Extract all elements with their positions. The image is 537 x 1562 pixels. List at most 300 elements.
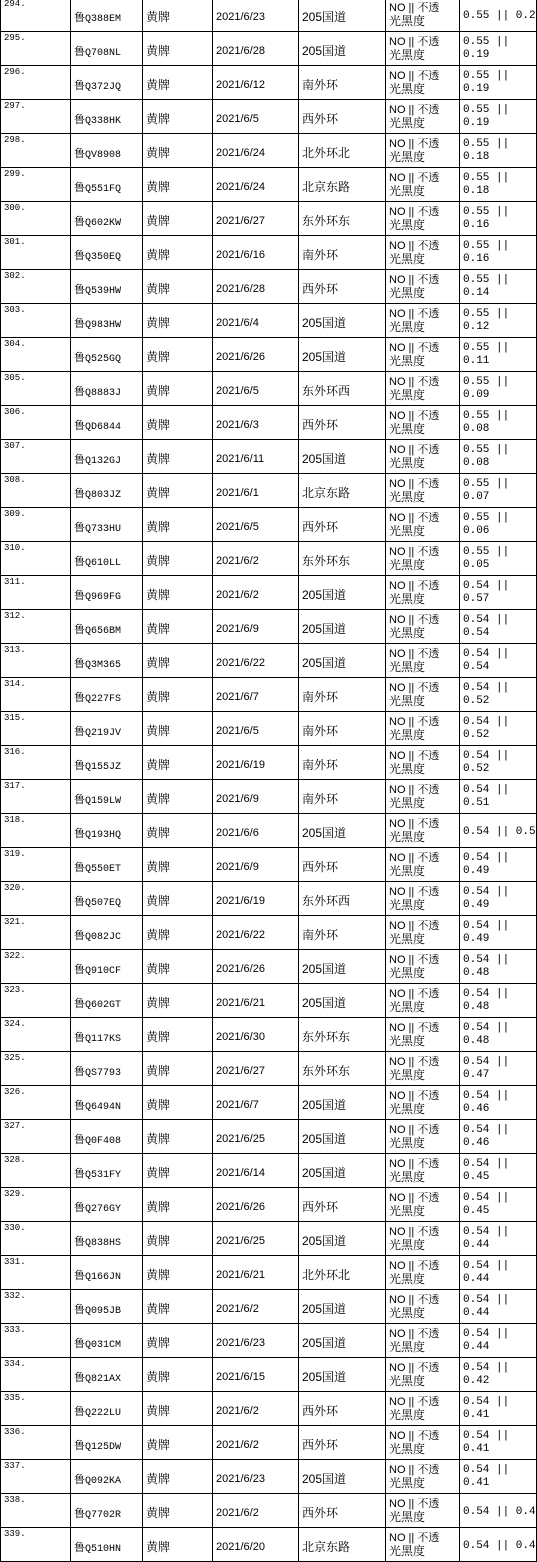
row-number: 301. [1,236,71,270]
plate-color: 黄牌 [143,814,213,848]
road-location: 南外环 [299,236,386,270]
plate-number [71,678,143,712]
plate-code: Q525GQ [85,353,122,365]
plate-province: 鲁 [74,283,85,296]
road-location: 西外环 [299,100,386,134]
result-line-2: 光黑度 [389,966,426,980]
row-number: 338. [1,1494,71,1528]
result-line-1: NO || 不透 [389,682,440,694]
measured-value: 0.54 || 0.49 [460,916,537,950]
road-location: 东外环东 [299,1052,386,1086]
plate-province: 鲁 [74,351,85,364]
plate-number [71,1052,143,1086]
result-line-2: 光黑度 [389,320,426,334]
result-line-1: NO || 不透 [389,512,440,524]
plate-province: 鲁 [74,1201,85,1214]
table-row [1,134,537,168]
test-result [386,882,460,916]
measured-value: 0.54 || 0.41 [460,1392,537,1426]
test-result [386,134,460,168]
result-line-1: NO || 不透 [389,138,440,150]
result-line-2: 光黑度 [389,286,426,300]
plate-code: Q132GJ [85,455,122,467]
row-number: 336. [1,1426,71,1460]
plate-number [71,610,143,644]
row-number: 300. [1,202,71,236]
plate-code: Q219JV [85,727,122,739]
measured-value: 0.54 || 0.42 [460,1358,537,1392]
plate-number [71,168,143,202]
detection-date: 2021/6/9 [213,848,299,882]
road-location: 205国道 [299,1154,386,1188]
row-number: 298. [1,134,71,168]
table-row [1,542,537,576]
test-result [386,1460,460,1494]
plate-province: 鲁 [74,1031,85,1044]
result-line-2: 光黑度 [389,1374,426,1388]
measured-value: 0.55 || 0.06 [460,508,537,542]
result-line-1: NO || 不透 [389,1464,440,1476]
road-location: 西外环 [299,1188,386,1222]
result-line-2: 光黑度 [389,762,426,776]
result-line-1: NO || 不透 [389,1328,440,1340]
row-number: 310. [1,542,71,576]
result-line-2: 光黑度 [389,252,426,266]
result-line-2: 光黑度 [389,694,426,708]
result-line-1: NO || 不透 [389,1056,440,1068]
plate-province: 鲁 [74,521,85,534]
result-line-2: 光黑度 [389,14,426,28]
road-location: 北外环北 [299,1256,386,1290]
plate-color: 黄牌 [143,1528,213,1562]
row-number: 304. [1,338,71,372]
plate-province: 鲁 [74,1371,85,1384]
result-line-1: NO || 不透 [389,1090,440,1102]
test-result [386,304,460,338]
row-number: 322. [1,950,71,984]
road-location: 205国道 [299,644,386,678]
plate-number [71,1494,143,1528]
table-row [1,1426,537,1460]
road-location: 西外环 [299,1494,386,1528]
test-result [386,372,460,406]
detection-date: 2021/6/15 [213,1358,299,1392]
test-result [386,338,460,372]
result-line-1: NO || 不透 [389,1158,440,1170]
plate-number [71,1358,143,1392]
detection-date: 2021/6/2 [213,1392,299,1426]
table-row [1,1086,537,1120]
table-row [1,950,537,984]
test-result [386,66,460,100]
plate-code: Q550ET [85,863,122,875]
test-result [386,236,460,270]
plate-number [71,848,143,882]
plate-number [71,916,143,950]
result-line-1: NO || 不透 [389,546,440,558]
result-line-2: 光黑度 [389,388,426,402]
plate-color: 黄牌 [143,66,213,100]
table-row [1,338,537,372]
plate-code: Q539HW [85,285,122,297]
measured-value: 0.55 || 0.19 [460,32,537,66]
plate-province: 鲁 [74,1337,85,1350]
row-number: 303. [1,304,71,338]
measured-value: 0.54 || 0.44 [460,1324,537,1358]
road-location: 205国道 [299,984,386,1018]
table-row [1,576,537,610]
plate-province: 鲁 [74,895,85,908]
measured-value: 0.55 || 0.08 [460,440,537,474]
road-location: 205国道 [299,338,386,372]
plate-province: 鲁 [74,1235,85,1248]
measured-value: 0.55 || 0.16 [460,202,537,236]
plate-number [71,1154,143,1188]
table-row [1,1460,537,1494]
plate-number [71,1086,143,1120]
test-result [386,950,460,984]
measured-value: 0.54 || 0.45 [460,1188,537,1222]
plate-code: Q092KA [85,1475,122,1487]
row-number: 305. [1,372,71,406]
plate-color: 黄牌 [143,1188,213,1222]
detection-date: 2021/6/23 [213,0,299,32]
table-row [1,0,537,32]
plate-code: Q0F408 [85,1135,122,1147]
road-location: 西外环 [299,848,386,882]
plate-color: 黄牌 [143,474,213,508]
plate-code: Q969FG [85,591,122,603]
detection-date: 2021/6/2 [213,1494,299,1528]
table-row [1,1494,537,1528]
result-line-2: 光黑度 [389,1068,426,1082]
table-row [1,610,537,644]
plate-province: 鲁 [74,113,85,126]
measured-value: 0.55 || 0.14 [460,270,537,304]
table-row [1,712,537,746]
result-line-1: NO || 不透 [389,1396,440,1408]
plate-color: 黄牌 [143,1426,213,1460]
plate-code: QV8908 [85,149,122,161]
road-location: 南外环 [299,678,386,712]
row-number: 329. [1,1188,71,1222]
plate-color: 黄牌 [143,338,213,372]
plate-province: 鲁 [74,147,85,160]
row-number: 319. [1,848,71,882]
measured-value: 0.54 || 0.45 [460,1154,537,1188]
detection-date: 2021/6/24 [213,134,299,168]
test-result [386,746,460,780]
result-line-1: NO || 不透 [389,1362,440,1374]
result-line-1: NO || 不透 [389,410,440,422]
plate-color: 黄牌 [143,1324,213,1358]
test-result [386,1018,460,1052]
plate-province: 鲁 [74,453,85,466]
plate-code: Q507EQ [85,897,122,909]
detection-date: 2021/6/5 [213,508,299,542]
result-line-1: NO || 不透 [389,1430,440,1442]
plate-code: Q551FQ [85,183,122,195]
row-number: 328. [1,1154,71,1188]
test-result [386,32,460,66]
test-result [386,712,460,746]
plate-province: 鲁 [74,79,85,92]
measured-value: 0.54 || 0.48 [460,984,537,1018]
detection-date: 2021/6/2 [213,1290,299,1324]
detection-date: 2021/6/19 [213,882,299,916]
detection-date: 2021/6/11 [213,440,299,474]
plate-color: 黄牌 [143,1120,213,1154]
detection-date: 2021/6/3 [213,406,299,440]
plate-number [71,746,143,780]
measured-value: 0.54 || 0.46 [460,1120,537,1154]
test-result [386,0,460,32]
result-line-2: 光黑度 [389,932,426,946]
result-line-2: 光黑度 [389,898,426,912]
plate-color: 黄牌 [143,406,213,440]
row-number: 323. [1,984,71,1018]
result-line-1: NO || 不透 [389,2,440,14]
table-row [1,1188,537,1222]
test-result [386,406,460,440]
plate-color: 黄牌 [143,712,213,746]
plate-code: Q510HN [85,1543,122,1555]
plate-color: 黄牌 [143,1290,213,1324]
measured-value: 0.54 || 0.41 [460,1426,537,1460]
road-location: 205国道 [299,304,386,338]
road-location: 东外环东 [299,1018,386,1052]
row-number: 337. [1,1460,71,1494]
detection-date: 2021/6/12 [213,66,299,100]
measured-value: 0.54 || 0.48 [460,1018,537,1052]
road-location: 205国道 [299,1290,386,1324]
result-line-2: 光黑度 [389,1204,426,1218]
road-location: 西外环 [299,270,386,304]
result-line-2: 光黑度 [389,490,426,504]
measured-value: 0.54 || 0.52 [460,746,537,780]
test-result [386,678,460,712]
plate-number [71,0,143,32]
detection-date: 2021/6/23 [213,1324,299,1358]
measured-value: 0.54 || 0.51 [460,780,537,814]
result-line-1: NO || 不透 [389,308,440,320]
result-line-2: 光黑度 [389,1000,426,1014]
road-location: 东外环东 [299,202,386,236]
table-row [1,100,537,134]
table-row [1,1222,537,1256]
measured-value: 0.54 || 0.57 [460,576,537,610]
plate-color: 黄牌 [143,1392,213,1426]
plate-number [71,1460,143,1494]
measured-value: 0.55 || 0.18 [460,134,537,168]
table-row [1,916,537,950]
road-location: 西外环 [299,406,386,440]
result-line-2: 光黑度 [389,728,426,742]
result-line-2: 光黑度 [389,1272,426,1286]
plate-color: 黄牌 [143,576,213,610]
row-number: 309. [1,508,71,542]
detection-date: 2021/6/26 [213,950,299,984]
table-row [1,1120,537,1154]
plate-code: Q983HW [85,319,122,331]
plate-color: 黄牌 [143,542,213,576]
table-row [1,32,537,66]
plate-code: Q8883J [85,387,122,399]
table-row [1,882,537,916]
plate-color: 黄牌 [143,984,213,1018]
plate-color: 黄牌 [143,746,213,780]
table-row [1,372,537,406]
detection-date: 2021/6/27 [213,1052,299,1086]
plate-color: 黄牌 [143,644,213,678]
result-line-1: NO || 不透 [389,444,440,456]
plate-color: 黄牌 [143,1052,213,1086]
plate-province: 鲁 [74,1065,85,1078]
measured-value: 0.54 || 0.46 [460,1086,537,1120]
result-line-2: 光黑度 [389,184,426,198]
plate-province: 鲁 [74,1405,85,1418]
road-location: 北京东路 [299,1528,386,1562]
test-result [386,1358,460,1392]
row-number: 294. [1,0,71,32]
row-number: 325. [1,1052,71,1086]
result-line-2: 光黑度 [389,1408,426,1422]
result-line-2: 光黑度 [389,1306,426,1320]
result-line-1: NO || 不透 [389,1226,440,1238]
row-number: 317. [1,780,71,814]
row-number: 326. [1,1086,71,1120]
measured-value: 0.55 || 0.2 [460,0,537,32]
detection-date: 2021/6/21 [213,1256,299,1290]
plate-color: 黄牌 [143,236,213,270]
measured-value: 0.54 || 0.49 [460,882,537,916]
plate-code: Q155JZ [85,761,122,773]
plate-color: 黄牌 [143,0,213,32]
table-row [1,678,537,712]
plate-number [71,576,143,610]
test-result [386,1290,460,1324]
plate-number [71,66,143,100]
measured-value: 0.55 || 0.12 [460,304,537,338]
table-row [1,780,537,814]
measured-value: 0.54 || 0.4 [460,1494,537,1528]
plate-color: 黄牌 [143,1256,213,1290]
detection-date: 2021/6/20 [213,1528,299,1562]
plate-number [71,32,143,66]
measured-value: 0.54 || 0.44 [460,1222,537,1256]
table-row [1,406,537,440]
detection-date: 2021/6/28 [213,32,299,66]
plate-code: Q610LL [85,557,122,569]
row-number: 299. [1,168,71,202]
row-number: 312. [1,610,71,644]
plate-province: 鲁 [74,1541,85,1554]
detection-date: 2021/6/2 [213,576,299,610]
detection-date: 2021/6/1 [213,474,299,508]
plate-number [71,814,143,848]
measured-value: 0.54 || 0.52 [460,678,537,712]
plate-province: 鲁 [74,1473,85,1486]
plate-number [71,950,143,984]
plate-code: Q193HQ [85,829,122,841]
test-result [386,848,460,882]
measured-value: 0.55 || 0.19 [460,100,537,134]
result-line-2: 光黑度 [389,116,426,130]
plate-number [71,1426,143,1460]
road-location: 东外环西 [299,882,386,916]
plate-number [71,270,143,304]
plate-color: 黄牌 [143,610,213,644]
plate-province: 鲁 [74,759,85,772]
plate-number [71,1018,143,1052]
detection-date: 2021/6/25 [213,1222,299,1256]
test-result [386,644,460,678]
test-result [386,270,460,304]
detection-date: 2021/6/19 [213,746,299,780]
test-result [386,916,460,950]
result-line-1: NO || 不透 [389,920,440,932]
row-number: 320. [1,882,71,916]
row-number: 308. [1,474,71,508]
test-result [386,984,460,1018]
result-line-1: NO || 不透 [389,1022,440,1034]
test-result [386,440,460,474]
plate-code: Q117KS [85,1033,122,1045]
plate-province: 鲁 [74,691,85,704]
table-row [1,746,537,780]
test-result [386,474,460,508]
road-location: 南外环 [299,780,386,814]
detection-date: 2021/6/24 [213,168,299,202]
table-row [1,1154,537,1188]
plate-code: Q125DW [85,1441,122,1453]
row-number: 318. [1,814,71,848]
road-location: 205国道 [299,0,386,32]
detection-date: 2021/6/2 [213,1426,299,1460]
measured-value: 0.55 || 0.19 [460,66,537,100]
result-line-1: NO || 不透 [389,750,440,762]
road-location: 南外环 [299,66,386,100]
plate-province: 鲁 [74,793,85,806]
plate-color: 黄牌 [143,678,213,712]
table-row [1,202,537,236]
plate-color: 黄牌 [143,32,213,66]
row-number: 311. [1,576,71,610]
result-line-1: NO || 不透 [389,1192,440,1204]
result-line-1: NO || 不透 [389,478,440,490]
plate-province: 鲁 [74,1133,85,1146]
result-line-2: 光黑度 [389,524,426,538]
result-line-2: 光黑度 [389,1442,426,1456]
plate-code: Q222LU [85,1407,122,1419]
result-line-2: 光黑度 [389,218,426,232]
plate-province: 鲁 [74,487,85,500]
test-result [386,508,460,542]
plate-province: 鲁 [74,827,85,840]
result-line-2: 光黑度 [389,1340,426,1354]
result-line-1: NO || 不透 [389,988,440,1000]
plate-province: 鲁 [74,725,85,738]
result-line-1: NO || 不透 [389,1498,440,1510]
result-line-1: NO || 不透 [389,342,440,354]
plate-code: Q276GY [85,1203,122,1215]
test-result [386,1086,460,1120]
row-number: 302. [1,270,71,304]
road-location: 205国道 [299,1120,386,1154]
test-result [386,1222,460,1256]
plate-color: 黄牌 [143,508,213,542]
measured-value: 0.54 || 0.54 [460,644,537,678]
